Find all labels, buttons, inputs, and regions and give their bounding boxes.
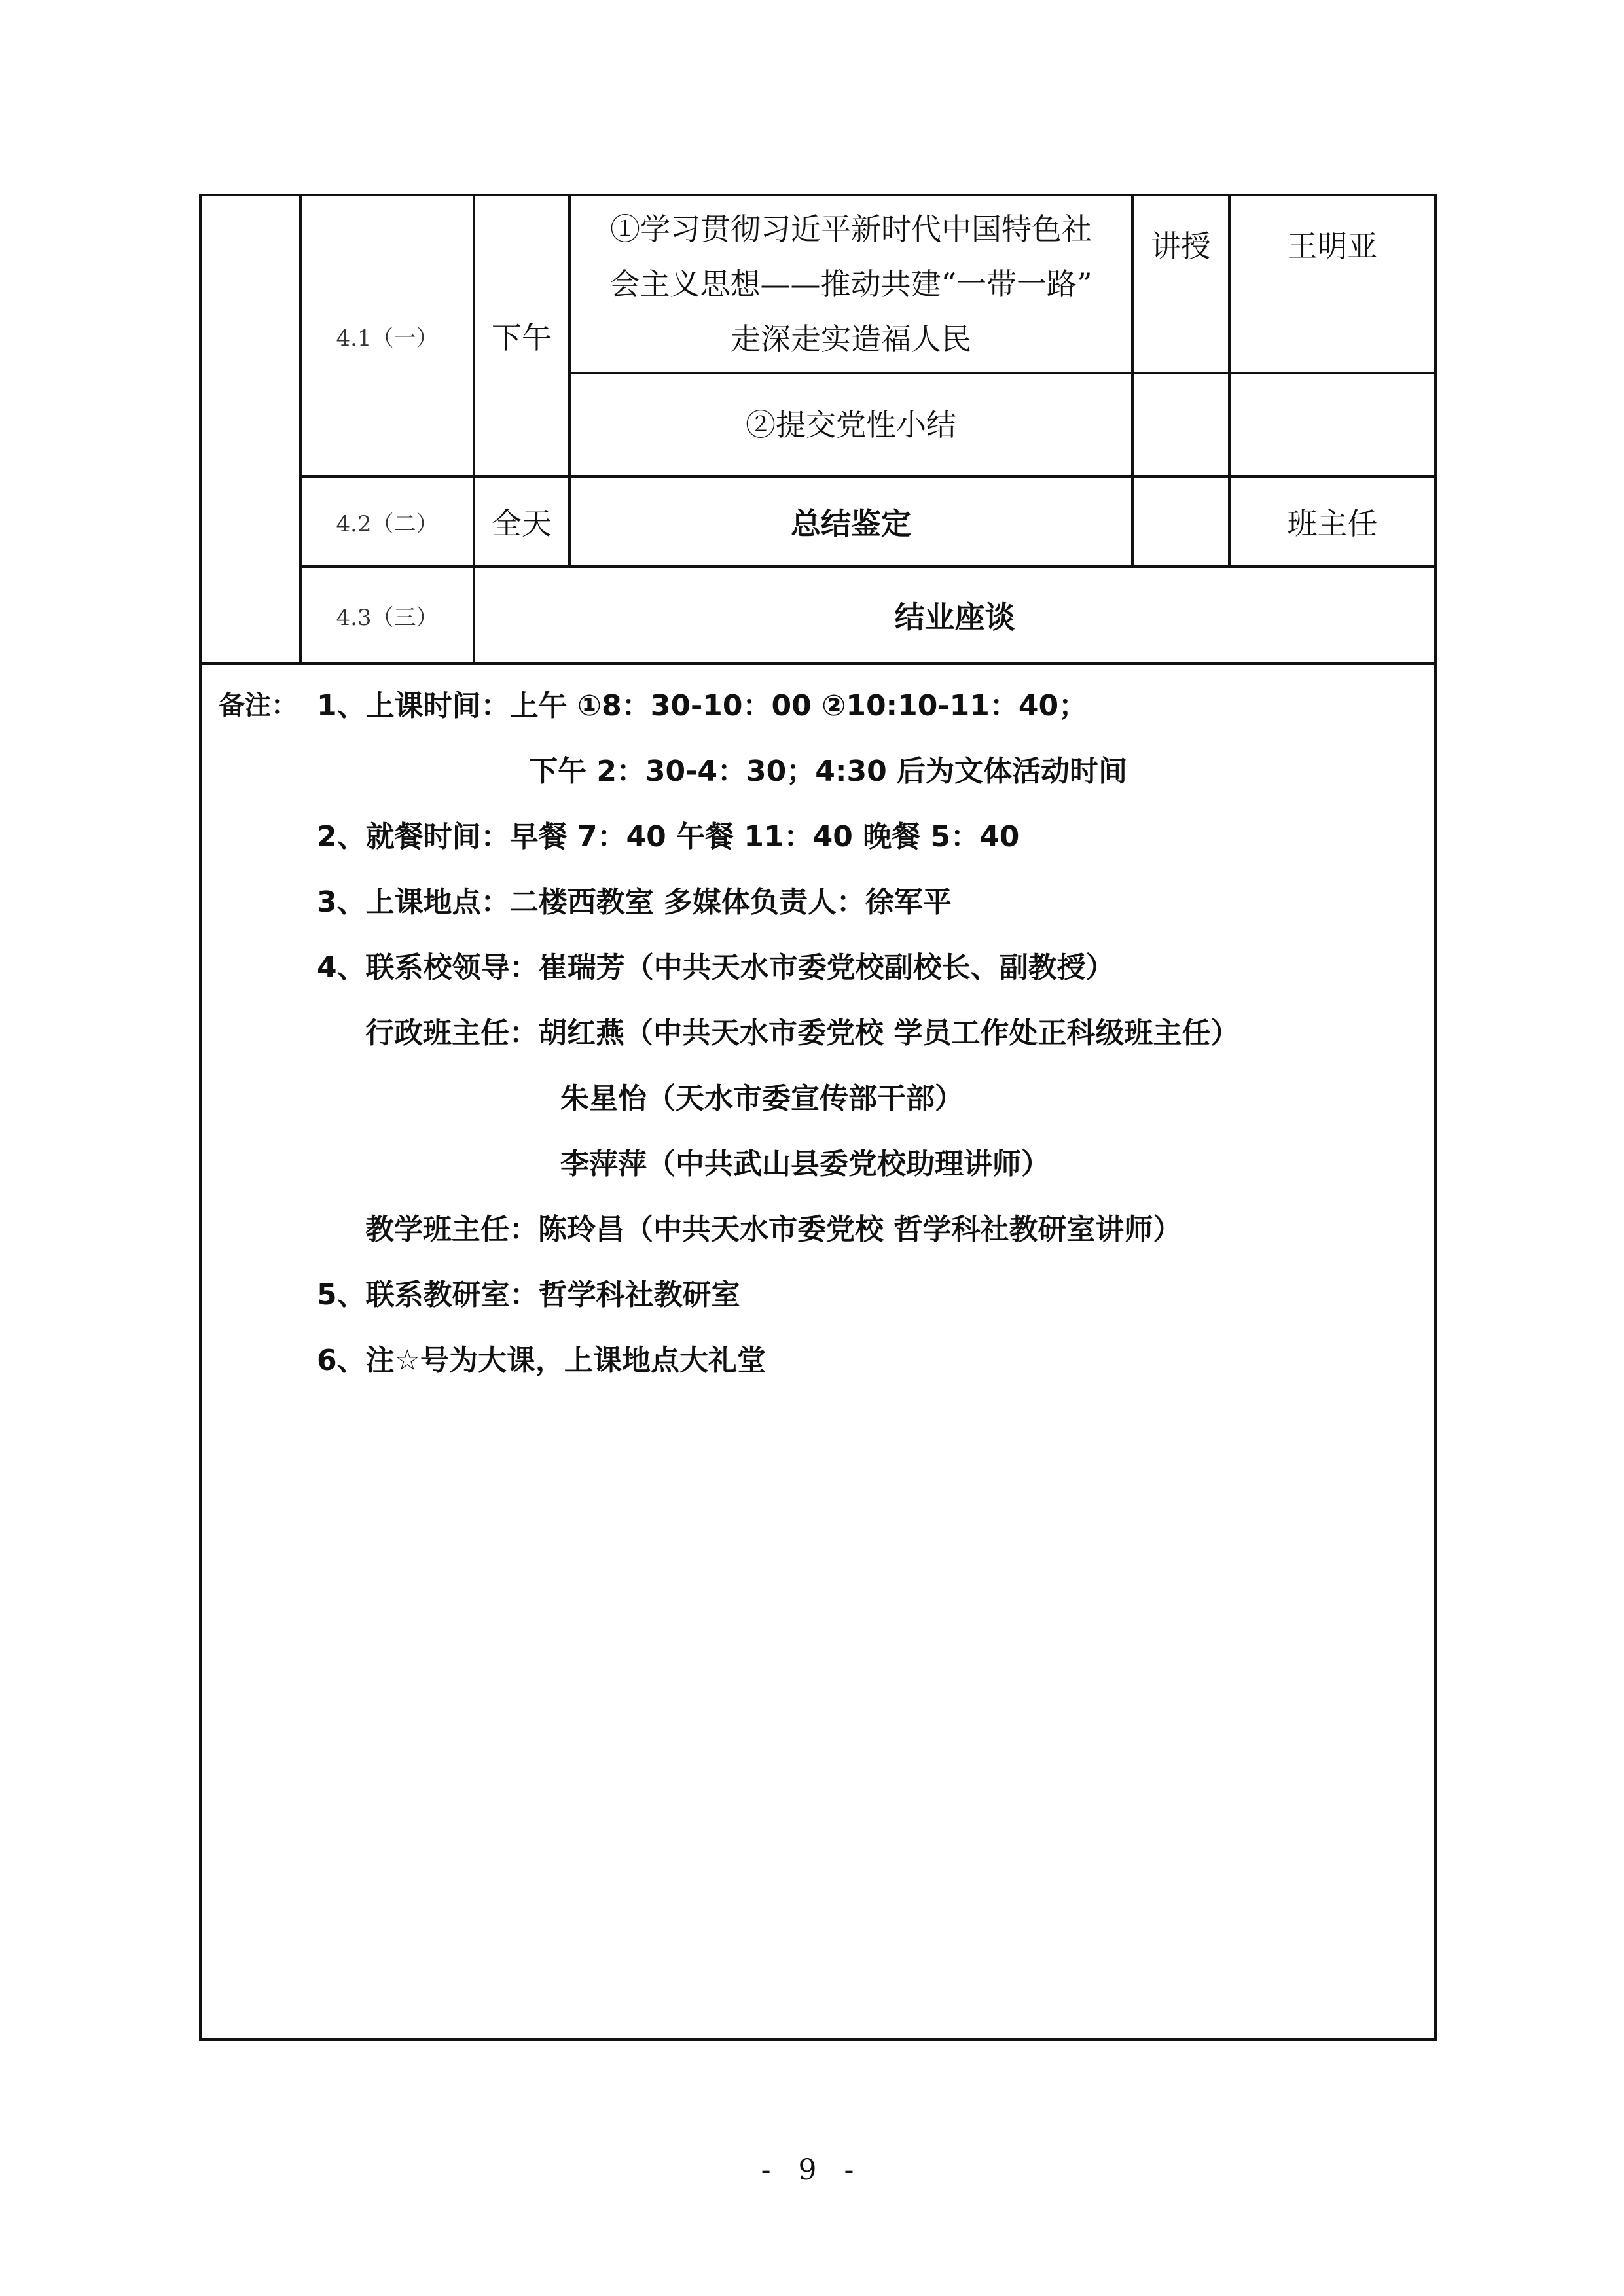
content-cell <box>569 195 1132 373</box>
method-cell <box>1132 476 1229 567</box>
note-line: 5、联系教研室：哲学科社教研室 <box>317 1278 740 1312</box>
blank-column-cell <box>200 195 300 664</box>
date-cell: 4.3（三） <box>300 567 474 664</box>
note-line: 3、上课地点：二楼西教室 多媒体负责人：徐军平 <box>317 886 952 919</box>
teacher-cell: 班主任 <box>1229 476 1435 567</box>
date-cell: 4.1（一） <box>300 195 474 476</box>
content-line: 会主义思想——推动共建“一带一路” <box>609 266 1092 302</box>
table-row <box>200 567 1435 664</box>
note-line: 李萍萍（中共武山县委党校助理讲师） <box>560 1147 1050 1181</box>
content-cell <box>569 373 1132 476</box>
teacher-cell <box>1229 373 1435 476</box>
content-cell: 结业座谈 <box>474 567 1435 664</box>
content-cell: 总结鉴定 <box>569 476 1132 567</box>
schedule-table <box>199 194 1437 2041</box>
note-line: 教学班主任：陈玲昌（中共天水市委党校 哲学科社教研室讲师） <box>365 1213 1182 1246</box>
notes-cell <box>200 664 1435 2039</box>
notes-row <box>200 664 1435 2039</box>
content-line: 走深走实造福人民 <box>731 321 971 357</box>
method-cell <box>1132 373 1229 476</box>
method-cell: 讲授 <box>1132 195 1229 373</box>
content-line: ②提交党性小结 <box>746 407 956 442</box>
note-line: 行政班主任：胡红燕（中共天水市委党校 学员工作处正科级班主任） <box>365 1016 1240 1050</box>
page-number: - 9 - <box>761 2153 863 2187</box>
date-cell: 4.2（二） <box>300 476 474 567</box>
note-line: 6、注☆号为大课，上课地点大礼堂 <box>317 1344 767 1377</box>
note-line: 朱星怡（天水市委宣传部干部） <box>560 1082 964 1115</box>
note-line: 下午 2：30-4：30；4:30 后为文体活动时间 <box>529 755 1128 788</box>
teacher-cell: 王明亚 <box>1229 195 1435 373</box>
period-cell: 下午 <box>474 195 569 476</box>
content-line: ①学习贯彻习近平新时代中国特色社 <box>610 211 1092 247</box>
notes-prefix: 备注： <box>219 691 297 721</box>
table-row <box>200 476 1435 567</box>
note-line: 1、上课时间：上午 ①8：30-10：00 ②10:10-11：40； <box>317 689 1088 723</box>
note-line: 2、就餐时间：早餐 7：40 午餐 11：40 晚餐 5：40 <box>317 820 1020 853</box>
table-row <box>200 195 1435 373</box>
note-line: 4、联系校领导：崔瑞芳（中共天水市委党校副校长、副教授） <box>317 951 1115 984</box>
period-cell: 全天 <box>474 476 569 567</box>
